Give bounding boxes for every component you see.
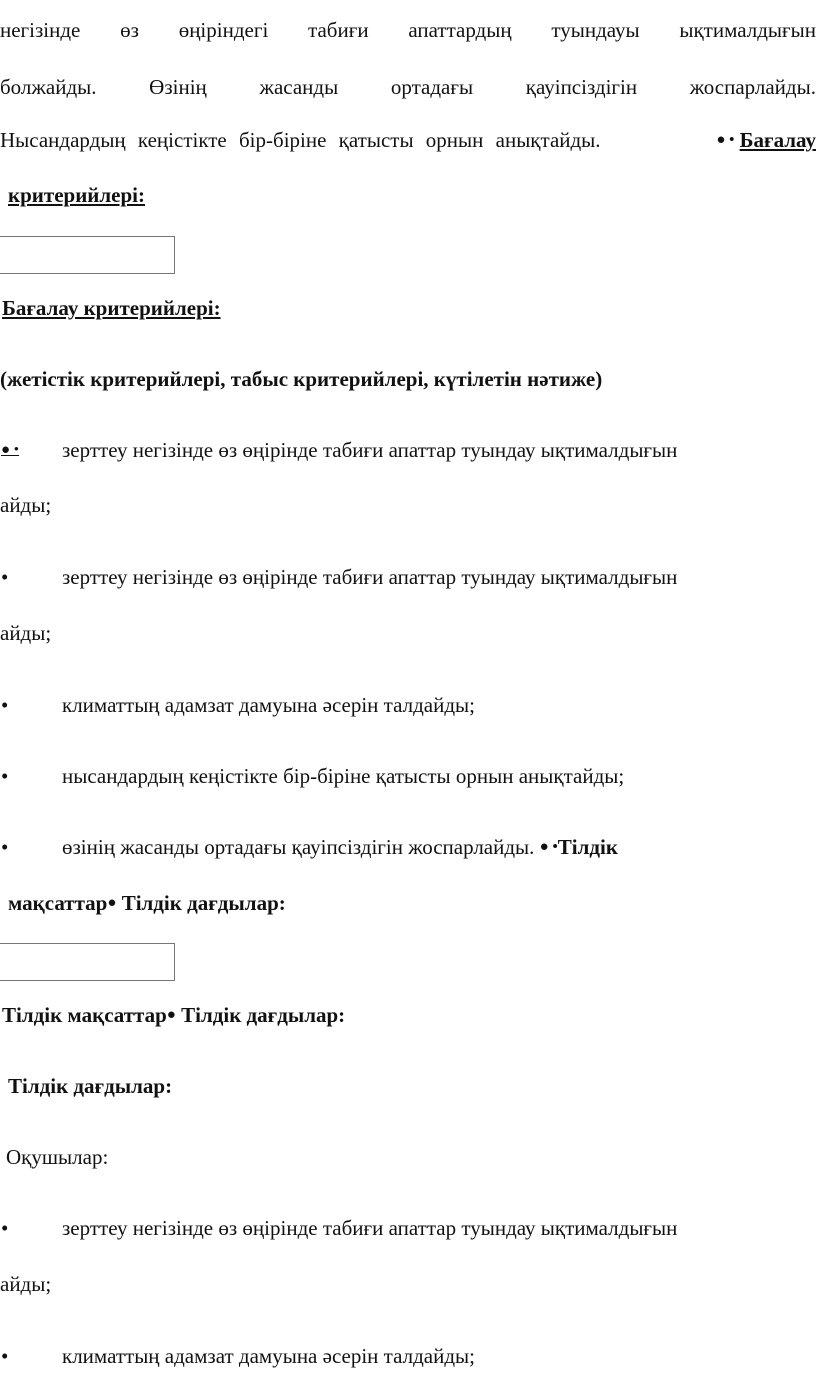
heading-part: Тілдік мақсаттар xyxy=(2,1003,167,1027)
bullet-marker: • xyxy=(1,764,9,788)
list-item-with-heading xyxy=(62,834,618,863)
bullet-marker: • xyxy=(1,835,9,859)
lead-text: Оқушылар: xyxy=(6,1145,109,1169)
heading-continuation xyxy=(8,890,286,919)
heading-inline-text: Тілдік xyxy=(557,835,618,859)
heading-part: мақсаттар xyxy=(8,891,108,915)
list-item: зерттеу негізінде өз өңірінде табиғи апаттар туындау ықтималдығын xyxy=(62,1216,678,1240)
heading-part: Тілдік дағдылар: xyxy=(181,1003,346,1027)
section-heading xyxy=(2,1002,345,1031)
list-item: климаттың адамзат дамуына әсерін талдайды; xyxy=(62,1344,475,1368)
paragraph-line-3 xyxy=(0,127,816,156)
list-item: нысандардың кеңістікте бір-біріне қатысты орнын анықтайды; xyxy=(62,764,625,788)
paragraph-line-1 xyxy=(0,17,816,43)
word: табиғи xyxy=(308,18,369,42)
bullet-glyph: ● xyxy=(107,895,117,911)
section-subheading: Тілдік дағдылар: xyxy=(8,1074,173,1098)
section-subheading: (жетістік критерийлері, табыс критерийлері, күтілетін нәтиже) xyxy=(0,367,603,391)
word: негізінде xyxy=(0,18,81,42)
word: жасанды xyxy=(259,75,339,99)
bullet-glyphs: ● • xyxy=(539,839,558,855)
word: ортадағы xyxy=(390,75,474,99)
section-heading: Бағалау критерийлері: xyxy=(2,296,221,320)
heading-continuation: критерийлері: xyxy=(8,183,146,207)
list-item-continuation: айды; xyxy=(0,493,52,517)
list-item: зерттеу негізінде өз өңірінде табиғи апаттар туындау ықтималдығын xyxy=(62,438,678,462)
word: болжайды. xyxy=(0,75,97,99)
bullet-glyph: ● xyxy=(166,1007,176,1023)
heading-inline-text: Бағалау xyxy=(739,128,816,152)
bullet-marker: • xyxy=(1,565,9,589)
list-item: климаттың адамзат дамуына әсерін талдайды; xyxy=(62,693,475,717)
word: қауіпсіздігін xyxy=(525,75,638,99)
list-item-continuation: айды; xyxy=(0,1272,52,1296)
bullet-marker xyxy=(1,437,19,466)
word: ықтималдығын xyxy=(679,18,816,42)
word: Өзінің xyxy=(149,75,207,99)
paragraph-text: Нысандардың кеңістікте бір-біріне қатысты орнын анықтайды. xyxy=(0,128,601,152)
list-item-text: өзінің жасанды ортадағы қауіпсіздігін жоспарлайды. xyxy=(62,835,535,859)
bullet-glyphs: ● • xyxy=(1,442,20,458)
heading-inline xyxy=(716,127,816,156)
list-item: зерттеу негізінде өз өңірінде табиғи апаттар туындау ықтималдығын xyxy=(62,565,678,589)
bullet-marker: • xyxy=(1,1344,9,1368)
bullet-marker: • xyxy=(1,693,9,717)
word: апаттардың xyxy=(408,18,512,42)
bullet-marker: • xyxy=(1,1216,9,1240)
list-item-continuation: айды; xyxy=(0,621,52,645)
paragraph-line-2 xyxy=(0,74,816,100)
empty-frame xyxy=(0,943,175,981)
heading-part: Тілдік дағдылар: xyxy=(121,891,286,915)
bullet-glyphs: ● • xyxy=(716,132,735,148)
word: жоспарлайды. xyxy=(689,75,816,99)
word: туындауы xyxy=(551,18,640,42)
word: өз xyxy=(120,18,139,42)
word: өңіріндегі xyxy=(178,18,269,42)
empty-frame xyxy=(0,236,175,274)
